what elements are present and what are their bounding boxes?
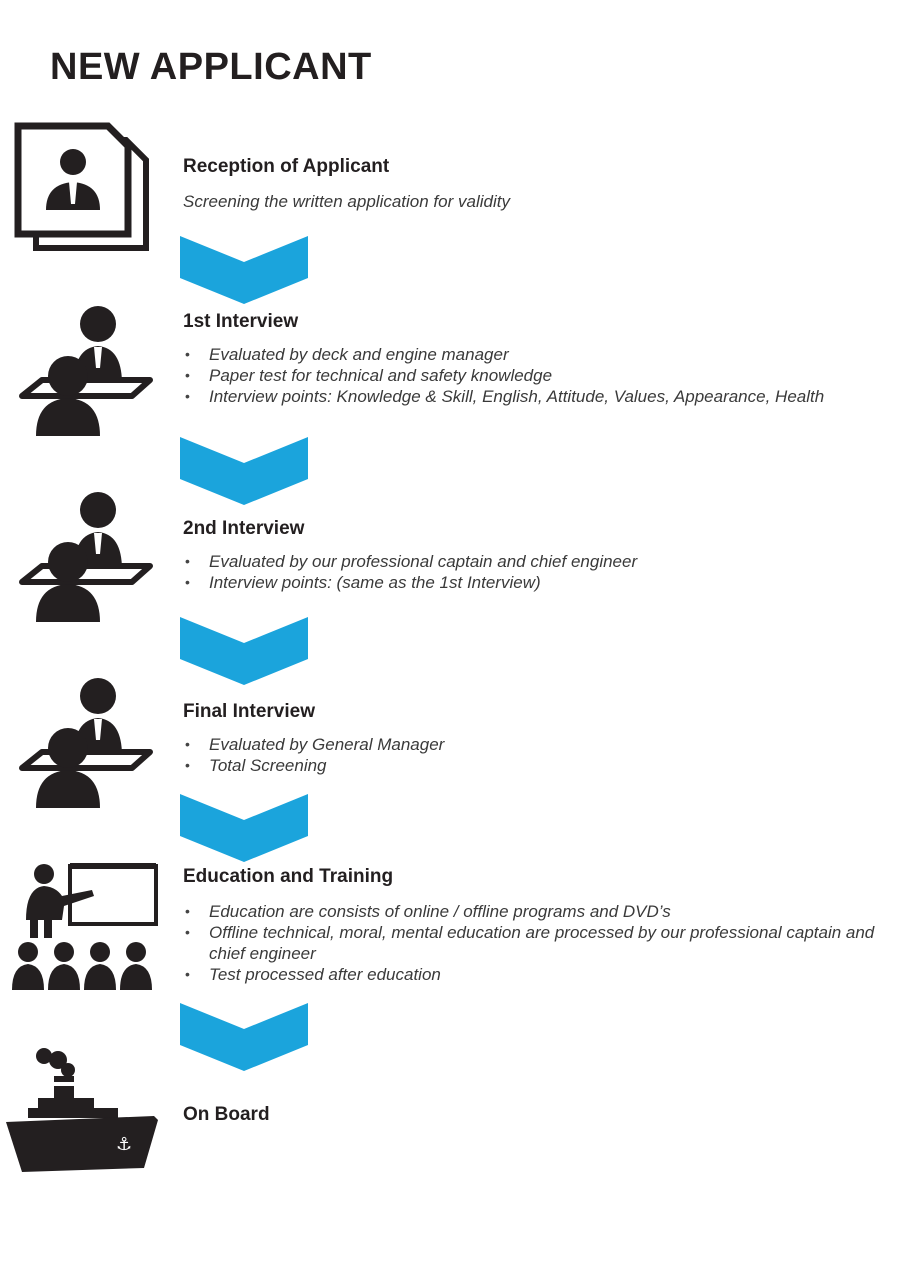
step-title: On Board (183, 1104, 270, 1125)
chevron-down-icon (180, 1003, 308, 1071)
applicant-document-icon (14, 122, 150, 252)
list-item: • Paper test for technical and safety knowledge (183, 365, 883, 386)
list-item: • Total Screening (183, 755, 883, 776)
bullet-list (183, 734, 883, 776)
bullet-list (183, 551, 883, 593)
list-item: • Offline technical, moral, mental education are processed by our professional captain and chief engineer (183, 922, 883, 964)
bullet-list (183, 344, 883, 407)
training-class-icon (10, 860, 160, 994)
chevron-down-icon (180, 617, 308, 685)
interview-icon (14, 304, 154, 438)
list-item: • Interview points: Knowledge & Skill, English, Attitude, Values, Appearance, Health (183, 386, 883, 407)
bullet-list (183, 901, 883, 985)
list-item: • Education are consists of online / offline programs and DVD’s (183, 901, 883, 922)
step-title: Reception of Applicant (183, 156, 390, 177)
list-item: • Evaluated by deck and engine manager (183, 344, 883, 365)
list-item: • Evaluated by our professional captain and chief engineer (183, 551, 883, 572)
list-item: • Test processed after education (183, 964, 883, 985)
step-title: Final Interview (183, 701, 315, 722)
list-item: • Interview points: (same as the 1st Interview) (183, 572, 883, 593)
svg-text:⚓: ⚓ (116, 1134, 133, 1155)
interview-icon (14, 490, 154, 624)
interview-icon (14, 676, 154, 810)
step-title: 2nd Interview (183, 518, 305, 539)
chevron-down-icon (180, 794, 308, 862)
step-title: Education and Training (183, 866, 394, 887)
ship-icon (4, 1046, 164, 1176)
chevron-down-icon (180, 437, 308, 505)
page-title: NEW APPLICANT (50, 46, 372, 88)
step-title: 1st Interview (183, 311, 299, 332)
step-description: Screening the written application for validity (183, 192, 510, 211)
chevron-down-icon (180, 236, 308, 304)
list-item: • Evaluated by General Manager (183, 734, 883, 755)
